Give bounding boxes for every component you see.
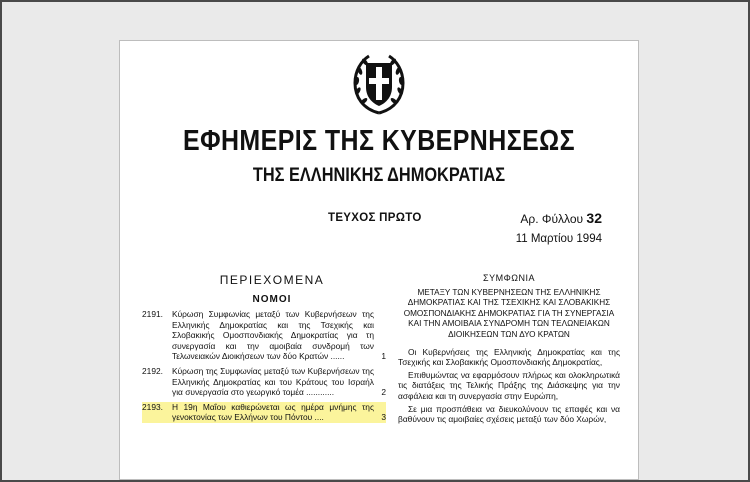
issue-series: ΤΕΥΧΟΣ ΠΡΩΤΟ (328, 212, 422, 224)
viewer-frame (2, 2, 748, 480)
entry-text: Κύρωση Συμφωνίας μεταξύ των Κυβερνήσεων της Ελληνικής Δημοκρατίας και της Τσεχικής και Σλοβακικής Ομοσπονδιακής Δημοκρατίας για τη συνεργασία και την αμοιβαία συνδρομή των Τελωνειακών Διοικήσεων των δύο Κρατών ...... (172, 309, 374, 362)
sheet-number (520, 210, 602, 226)
entry-text: Η 19η Μαΐου καθιερώνεται ως ημέρα μνήμης της γενοκτονίας των Ελλήνων του Πόντου .... (172, 401, 374, 423)
entry-page: 1 (381, 351, 386, 362)
gazette-subtitle: ΤΗΣ ΕΛΛΗΝΙΚΗΣ ΔΗΜΟΚΡΑΤΙΑΣ (252, 165, 506, 186)
entry-text: Κύρωση της Συμφωνίας μεταξύ των Κυβερνήσεων της Ελληνικής Δημοκρατίας και του Κράτους του Ισραήλ για συνεργασία στο γεωργικό τομέα ............ (172, 365, 374, 398)
agreement-paragraph: Σε μια προσπάθεια να διευκολύνουν τις επαφές και να βαθύνουν τις αμοιβαίες σχέσεις μεταξύ των δύο Χωρών, (398, 403, 620, 425)
contents-list (142, 309, 386, 427)
agreement-heading: ΜΕΤΑΞΥ ΤΩΝ ΚΥΒΕΡΝΗΣΕΩΝ ΤΗΣ ΕΛΛΗΝΙΚΗΣ ΔΗΜΟΚΡΑΤΙΑΣ ΚΑΙ ΤΗΣ ΤΣΕΧΙΚΗΣ ΚΑΙ ΣΛΟΒΑΚΙΚΗΣ ΟΜΟΣΠΟΝΔΙΑΚΗΣ ΔΗΜΟΚΡΑΤΙΑΣ ΓΙΑ ΤΗ ΣΥΝΕΡΓΑΣΙΑ ΚΑΙ ΤΗΝ ΑΜΟΙΒΑΙΑ ΣΥΝΔΡΟΜΗ ΤΩΝ ΤΕΛΩΝΕΙΑΚΩΝ ΔΙΟΙΚΗΣΕΩΝ ΤΩΝ ΔΥΟ ΚΡΑΤΩΝ (403, 287, 615, 339)
sheet-number-value: 32 (586, 210, 602, 226)
laws-section-title: ΝΟΜΟΙ (252, 294, 292, 305)
issue-date: 11 Μαρτίου 1994 (515, 233, 602, 245)
coat-of-arms-icon (349, 51, 409, 117)
entry-number: 2191. (142, 309, 163, 319)
gazette-title: ΕΦΗΜΕΡΙΣ ΤΗΣ ΚΥΒΕΡΝΗΣΕΩΣ (183, 125, 575, 157)
contents-entry (142, 366, 386, 398)
agreement-title: ΣΥΜΦΩΝΙΑ (483, 273, 535, 283)
agreement-column (398, 273, 620, 427)
entry-page: 2 (381, 387, 386, 398)
sheet-label: Αρ. Φύλλου (520, 212, 584, 226)
agreement-paragraph: Οι Κυβερνήσεις της Ελληνικής Δημοκρατίας και της Τσεχικής και Σλοβακικής Ομοσπονδιακής Δημοκρατίας, (398, 346, 620, 368)
gazette-page (119, 40, 639, 480)
entry-number: 2192. (142, 365, 163, 376)
entry-number: 2193. (142, 401, 163, 412)
contents-entry (142, 309, 386, 362)
contents-entry-highlighted (142, 402, 386, 423)
contents-title: ΠΕΡΙΕΧΟΜΕΝΑ (219, 273, 325, 287)
agreement-body (398, 347, 620, 425)
entry-page: 3 (381, 412, 386, 423)
agreement-paragraph: Επιθυμώντας να εφαρμόσουν πλήρως και ολοκληρωτικά τις διατάξεις της Τελικής Πράξης της Διάσκεψης για την ασφάλεια και τη συνεργασία στην Ευρώπη, (398, 369, 620, 401)
